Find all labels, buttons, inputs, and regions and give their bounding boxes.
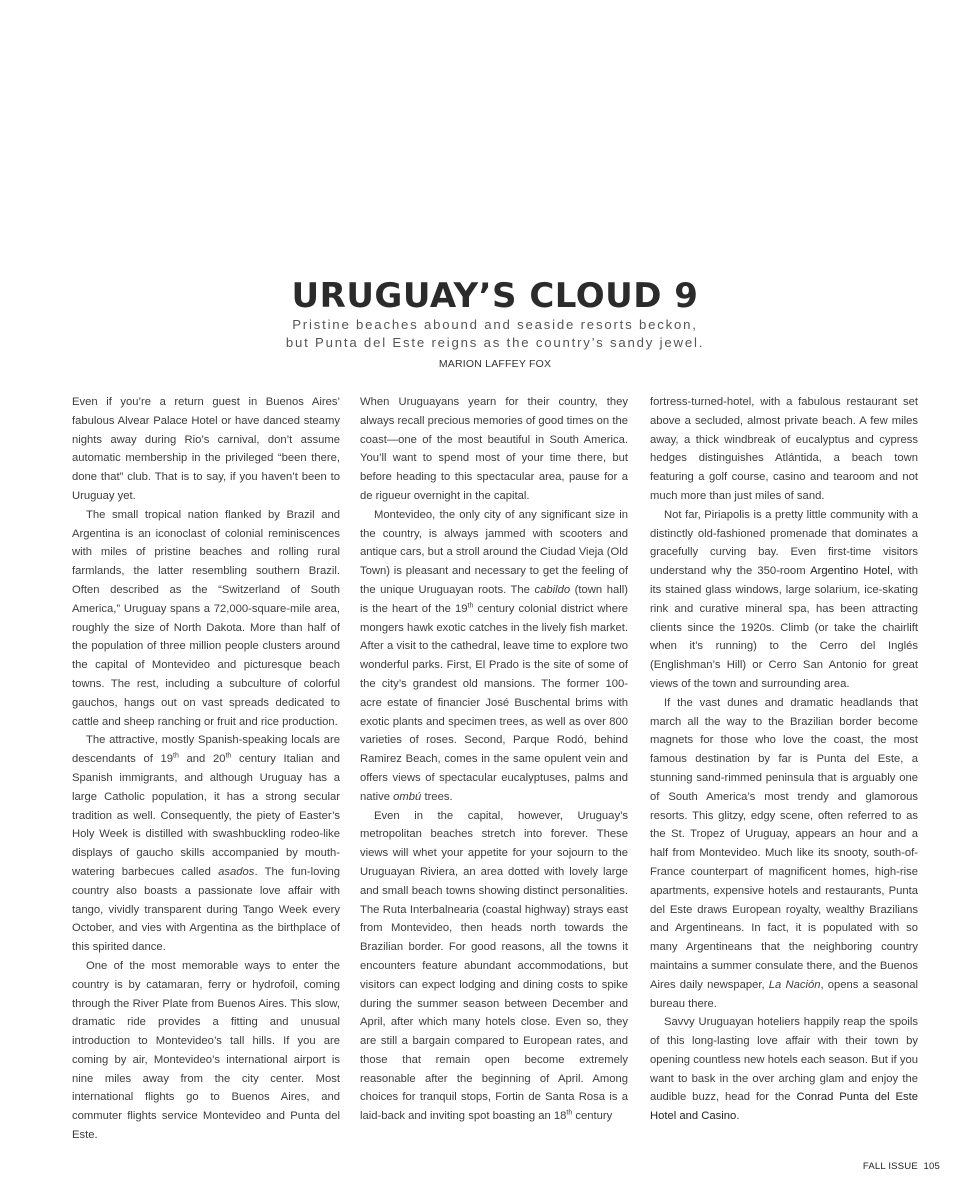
hotel-name: Conrad Punta del Este Hotel and Casino [650,1091,918,1123]
paragraph: One of the most memorable ways to enter the country is by catamaran, ferry or hydrofoil, coming through the River Plate from Buenos Aires. This slow, dramatic ride provides a fitting and unusual introduction to Montevideo’s tall hills. If you are coming by air, Montevideo’s international airport is nine miles away from the city center. Most international flights go to Buenos Aires, and commuter flights service Montevideo and Punta del Este. [72,959,340,1142]
article-title: URUGUAY’S CLOUD 9 [291,276,699,316]
paragraph: Montevideo, the only city of any significant size in the country, is always jammed with scooters and antique cars, but a stroll around the Ciudad Vieja (Old Town) is pleasant and necessary to get the feeling of the unique Uruguayan roots. The cabildo (town hall) is the heart of the 19th century colonial district where mongers hawk exotic catches in the lively fish market. After a visit to the cathedral, leave time to explore two wonderful parks. First, El Prado is the site of some of the city’s grandest old mansions. The former 100-acre estate of financier José Buschental brims with exotic plants and specimen trees, as well as over 800 varieties of roses. Second, Parque Rodó, behind Ramirez Beach, comes in the same opulent vein and offers views of spectacular eucalyptuses, palms and native ombú trees. [360,508,628,803]
column-2 [360,393,628,1126]
paragraph: The small tropical nation flanked by Brazil and Argentina is an iconoclast of colonial reminiscences with miles of pristine beaches and rolling rural farmlands, the latter resembling southern Brazil. Often described as the “Switzerland of South America,” Uruguay spans a 72,000-square-mile area, roughly the size of North Dakota. More than half of the population of three million people clusters around the capital of Montevideo and picturesque beach towns. The rest, including a subculture of colorful gauchos, hangs out on vast spreads dedicated to cattle and sheep ranching or fruit and rice production. [72,508,340,728]
paragraph-continued: fortress-turned-hotel, with a fabulous restaurant set above a secluded, almost private beach. A few miles away, a thick windbreak of eucalyptus and cypress hedges distinguishes Atlántida, a beach town featuring a golf course, casino and tearoom and not much more than just miles of sand. [650,396,918,502]
paragraph: If the vast dunes and dramatic headlands that march all the way to the Brazilian border become magnets for those who love the coast, the most famous destination by far is Punta del Este, a stunning sand-rimmed peninsula that is arguably one of South America’s most trendy and glamorous resorts. This glitzy, edgy scene, often referred to as the St. Tropez of Uruguay, appears an hour and a half from Montevideo. Much like its snooty, south-of-France counterpart of magnificent homes, high-rise apartments, expensive hotels and restaurants, Punta del Este draws European royalty, wealthy Brazilians and Argentineans. In fact, it is populated with so many Argentineans that the neighboring country maintains a summer consulate there, and the Buenos Aires daily newspaper, La Nación, opens a seasonal bureau there. [650,696,918,1010]
author-byline: MARION LAFFEY FOX [438,358,552,370]
page-footer [863,1161,940,1172]
article-header [0,276,960,371]
hotel-name: Argentino Hotel [810,565,890,578]
subtitle-line-2: but Punta del Este reigns as the country’s sandy jewel. [285,335,705,350]
paragraph: The attractive, mostly Spanish-speaking locals are descendants of 19th and 20th century Italian and Spanish immigrants, and although Uruguay has a large Catholic population, it has a strong secular tradition as well. Consequently, the piety of Easter’s Holy Week is distilled with swashbuckling rodeo-like displays of gaucho skills accompanied by mouth-watering barbecues called asados. The fun-loving country also boasts a passionate love affair with tango, vividly transparent during Tango Week every October, and vies with Argentina as the birthplace of this spirited dance. [72,734,340,954]
subtitle-line-1: Pristine beaches abound and seaside resorts beckon, [292,317,698,332]
page-number: 105 [923,1161,940,1172]
column-1 [72,393,340,1145]
article-subtitle [30,316,960,352]
paragraph: Savvy Uruguayan hoteliers happily reap the spoils of this long-lasting love affair with their town by opening countless new hotels each season. But if you want to bask in the over arching glam and enjoy the audible buzz, head for the Conrad Punta del Este Hotel and Casino. [650,1016,918,1123]
issue-label: FALL ISSUE [862,1161,918,1172]
paragraph: When Uruguayans yearn for their country, they always recall precious memories of good times on the coast—one of the most beautiful in South America. You’ll want to spend most of your time there, but before heading to this spectacular area, pause for a de rigueur overnight in the capital. [360,396,628,502]
paragraph: Even if you’re a return guest in Buenos Aires’ fabulous Alvear Palace Hotel or have danced steamy nights away during Rio’s carnival, don’t assume automatic membership in the privileged “been there, done that” club. That is to say, if you haven’t been to Uruguay yet. [72,396,340,502]
paragraph: Not far, Piriapolis is a pretty little community with a distinctly old-fashioned promenade that dominates a gracefully curving bay. Even first-time visitors understand why the 350-room Argentino Hotel, with its stained glass windows, large solarium, ice-skating rink and curative mineral spa, has been attracting clients since the 1920s. Climb (or take the chairlift when it’s running) to the Cerro del Inglés (Englishman’s Hill) or Cerro San Antonio for great views of the town and surrounding area. [650,508,918,690]
column-3 [650,393,918,1126]
paragraph: Even in the capital, however, Uruguay’s metropolitan beaches stretch into forever. These views will whet your appetite for your sojourn to the Uruguayan Riviera, an area dotted with lovely large and small beach towns showing distinct personalities. The Ruta Interbalnearia (coastal highway) strays east from Montevideo, then heads north towards the Brazilian border. For good reasons, all the towns it encounters feature abundant accommodations, but visitors can expect lodging and dining costs to spike during the summer season between December and April, after which many hotels close. Even so, they are still a bargain compared to European rates, and those that remain open become extremely reasonable after the beginning of April. Among choices for tranquil stops, Fortin de Santa Rosa is a laid-back and inviting spot boasting an 18th century [360,809,628,1123]
